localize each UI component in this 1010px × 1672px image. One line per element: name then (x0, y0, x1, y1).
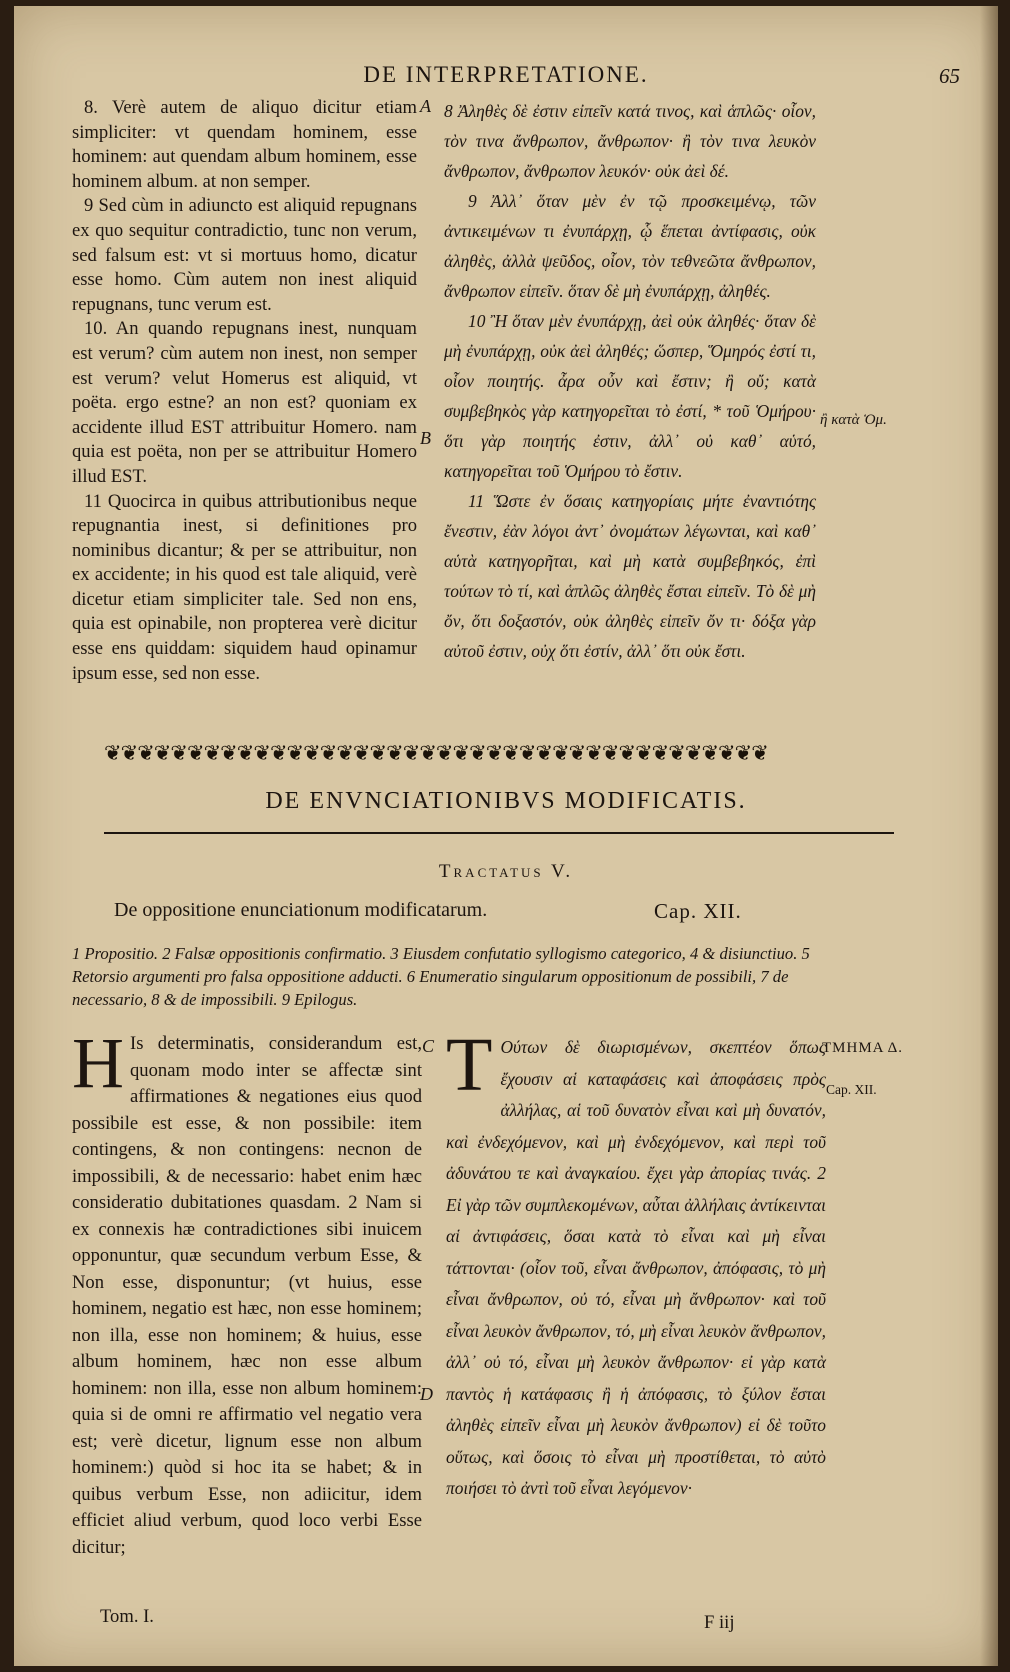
volume-signature: Tom. I. (100, 1606, 154, 1627)
margin-letter-a: A (420, 96, 431, 116)
latin-paragraph: Is determinatis, considerandum est, quonam modo inter se affectæ sint affirmationes & negationes eius quod possibile est esse, & non possibile: item contingens, & non contingens: necnon de impossibili, & de necessario: habet enim hæc consideratio dubitationes quasdam. 2 Nam si ex connexis hæ contradictiones sibi inuicem opponuntur, quæ secundum verbum Esse, & Non esse, disponuntur; (vt huius, esse hominem, negatio est hæc, non esse hominem; non illa, esse non hominem; & huius, esse album hominem, hæc non esse album hominem: non illa, esse non album hominem: quia si de omni re affirmatio vel negatio vera est; verè dicetur, lignum esse non album hominem:) quòd si hoc ita se habet; & in quibus verbum Esse, non adiicitur, idem efficiet aliud verbum, quod loco verbi Esse dicitur; (72, 1033, 422, 1558)
latin-paragraph: 8. Verè autem de aliquo dicitur etiam simpliciter: vt quendam hominem, esse hominem: aut quendam album hominem, esse hominem album. at non semper. (72, 97, 417, 192)
greek-paragraph: Ούτων δὲ διωρισμένων, σκεπτέον ὅπως ἔχουσιν αἱ καταφάσεις καὶ ἀποφάσεις πρὸς ἀλλήλας, αἱ τοῦ δυνατὸν εἶναι καὶ μὴ δυνατόν, καὶ ἐνδεχόμενον, καὶ μὴ ἐνδεχόμενον, καὶ περὶ τοῦ ἀδυνάτου τε καὶ ἀναγκαίου. ἔχει γὰρ ἀπορίας τινάς. 2 Εἰ γὰρ τῶν συμπλεκομένων, αὗται ἀλλήλαις ἀντίκεινται αἱ ἀντιφάσεις, ὅσαι κατὰ τὸ εἶναι καὶ μὴ εἶναι τάττονται· (οἷον τοῦ, εἶναι ἄνθρωπον, ἀπόφασις, τὸ μὴ εἶναι ἄνθρωπον, οὐ τό, εἶναι μὴ ἄνθρωπον· καὶ τοῦ εἶναι λευκὸν ἄνθρωπον, τό, μὴ εἶναι λευκὸν ἄνθρωπον, ἀλλ᾽ οὐ τό, εἶναι μὴ λευκὸν ἄνθρωπον· εἰ γὰρ κατὰ παντὸς ἡ κατάφασις ἢ ἡ ἀπόφασις, τὸ ξύλον ἔσται ἀληθὲς εἰπεῖν εἶναι μὴ λευκὸν ἄνθρωπον) εἰ δὲ τοῦτο οὕτως, καὶ ὅσοις τὸ εἶναι μὴ προστίθεται, τὸ αὐτὸ ποιήσει τὸ ἀντὶ τοῦ εἶναι λεγόμενον· (446, 1037, 826, 1498)
greek-paragraph: 8 Ἀληθὲς δὲ ἐστιν εἰπεῖν κατά τινος, καὶ ἁπλῶς· οἷον, τὸν τινα ἄνθρωπον, ἄνθρωπον· ἢ τὸν τινα λευκὸν ἄνθρωπον, ἄνθρωπον λευκόν· οὐκ ἀεὶ δέ. (444, 101, 816, 181)
latin-column-bottom (72, 1023, 422, 1561)
margin-variant-note: ἢ κατὰ Ὁμ. (820, 412, 887, 428)
section-title: DE ENVNCIATIONIBVS MODIFICATIS. (265, 788, 747, 814)
margin-letter-b: B (420, 428, 431, 448)
book-page (14, 6, 998, 1666)
greek-column-bottom (446, 1023, 826, 1505)
latin-paragraph: 9 Sed cùm in adiuncto est aliquid repugnans ex quo sequitur contradictio, tunc non verum, sed falsum est: vt si mortuus homo, dicatur esse homo. Cùm autem non inest aliquid repugnans, tunc verum est. (72, 195, 417, 315)
drop-capital-h: H (72, 1023, 124, 1103)
latin-paragraph: 11 Quocirca in quibus attributionibus neque repugnantia inest, si definitiones pro nominibus dicantur; & per se attribuitur, non ex accidente; in his quod est tale aliquid, verè dicetur etiam simpliciter tale. Sed non ens, quia est opinabile, non propterea verè dicitur esse ens quiddam: siquidem haud opinamur ipsum esse, sed non esse. (72, 490, 417, 684)
greek-paragraph: 9 Ἀλλ᾽ ὅταν μὲν ἐν τῷ προσκειμένῳ, τῶν ἀντικειμένων τι ἐνυπάρχῃ, ᾧ ἕπεται ἀντίφασις, οὐκ ἀληθὲς, ἀλλὰ ψεῦδος, οἷον, τὸν τεθνεῶτα ἄνθρωπον, ἄνθρωπον εἰπεῖν. ὅταν δὲ μὴ ἐνυπάρχῃ, ἀληθές. (444, 191, 816, 301)
horizontal-rule (104, 832, 894, 834)
greek-paragraph: 10 Ἢ ὅταν μὲν ἐνυπάρχῃ, ἀεὶ οὐκ ἀληθές· ὅταν δὲ μὴ ἐνυπάρχῃ, οὐκ ἀεὶ ἀληθές; ὥσπερ, Ὅμηρός ἐστί τι, οἷον ποιητής. ἆρα οὖν καὶ ἔστιν; ἢ οὔ; κατὰ συμβεβηκὸς γὰρ κατηγορεῖται τὸ ἐστί, * τοῦ Ὁμήρου· ὅτι γὰρ ποιητής ἐστιν, ἀλλ᾽ οὐ καθ᾽ αὑτό, κατηγορεῖται τοῦ Ὁμήρου τὸ ἔστιν. (444, 311, 816, 481)
drop-capital-t: T (446, 1023, 493, 1107)
margin-letter-c: C (422, 1036, 435, 1056)
ornament-band: ❦❦❦❦❦❦❦❦❦❦❦❦❦❦❦❦❦❦❦❦❦❦❦❦❦❦❦❦❦❦❦❦❦❦❦❦❦❦❦❦ (104, 741, 768, 765)
cap-side-label: Cap. XII. (826, 1082, 877, 1097)
gathering-signature: F iij (704, 1612, 735, 1633)
latin-paragraph: 10. An quando repugnans inest, nunquam est verum? cùm autem non inest, non semper est verum? velut Homerus est aliquid, vt poëta. ergo estne? an non est? quoniam ex accidente illud EST attribuitur Homero. nam quia est poëta, non per se attribuitur Homero illud EST. (72, 318, 417, 487)
page-number: 65 (939, 64, 960, 88)
tmhma-label: ΤΜΗΜΑ Δ. (822, 1040, 903, 1056)
margin-letter-d: D (420, 1384, 433, 1404)
page-edge-shadow (980, 6, 998, 1666)
greek-column-top (444, 96, 816, 666)
running-head: DE INTERPRETATIONE. (363, 62, 649, 87)
chapter-number: Cap. XII. (654, 899, 742, 923)
latin-column-top (72, 96, 417, 686)
tractatus-heading: Tractatus V. (438, 861, 574, 882)
greek-paragraph: 11 Ὥστε ἐν ὅσαις κατηγορίαις μήτε ἐναντιότης ἔνεστιν, ἐὰν λόγοι ἀντ᾽ ὀνομάτων λέγωνται, καὶ καθ᾽ αὑτὰ κατηγορῆται, καὶ μὴ κατὰ συμβεβηκός, ἐπὶ τούτων τὸ τί, καὶ ἁπλῶς ἀληθὲς ἔσται εἰπεῖν. Τὸ δὲ μὴ ὄν, ὅτι δοξαστόν, οὐκ ἀληθὲς εἰπεῖν ὄν τι· δόξα γὰρ αὐτοῦ ἐστιν, οὐχ ὅτι ἐστίν, ἀλλ᾽ ὅτι οὐκ ἔστι. (444, 491, 816, 661)
chapter-summary: 1 Propositio. 2 Falsæ oppositionis confirmatio. 3 Eiusdem confutatio syllogismo categorico, 4 & disiunctiuo. 5 Retorsio argumenti pro falsa oppositione adducti. 6 Enumeratio singularum oppositionum de possibili, 7 de necessario, 8 & de impossibili. 9 Epilogus. (72, 944, 810, 1009)
chapter-title: De oppositione enunciationum modificatarum. (114, 899, 488, 921)
